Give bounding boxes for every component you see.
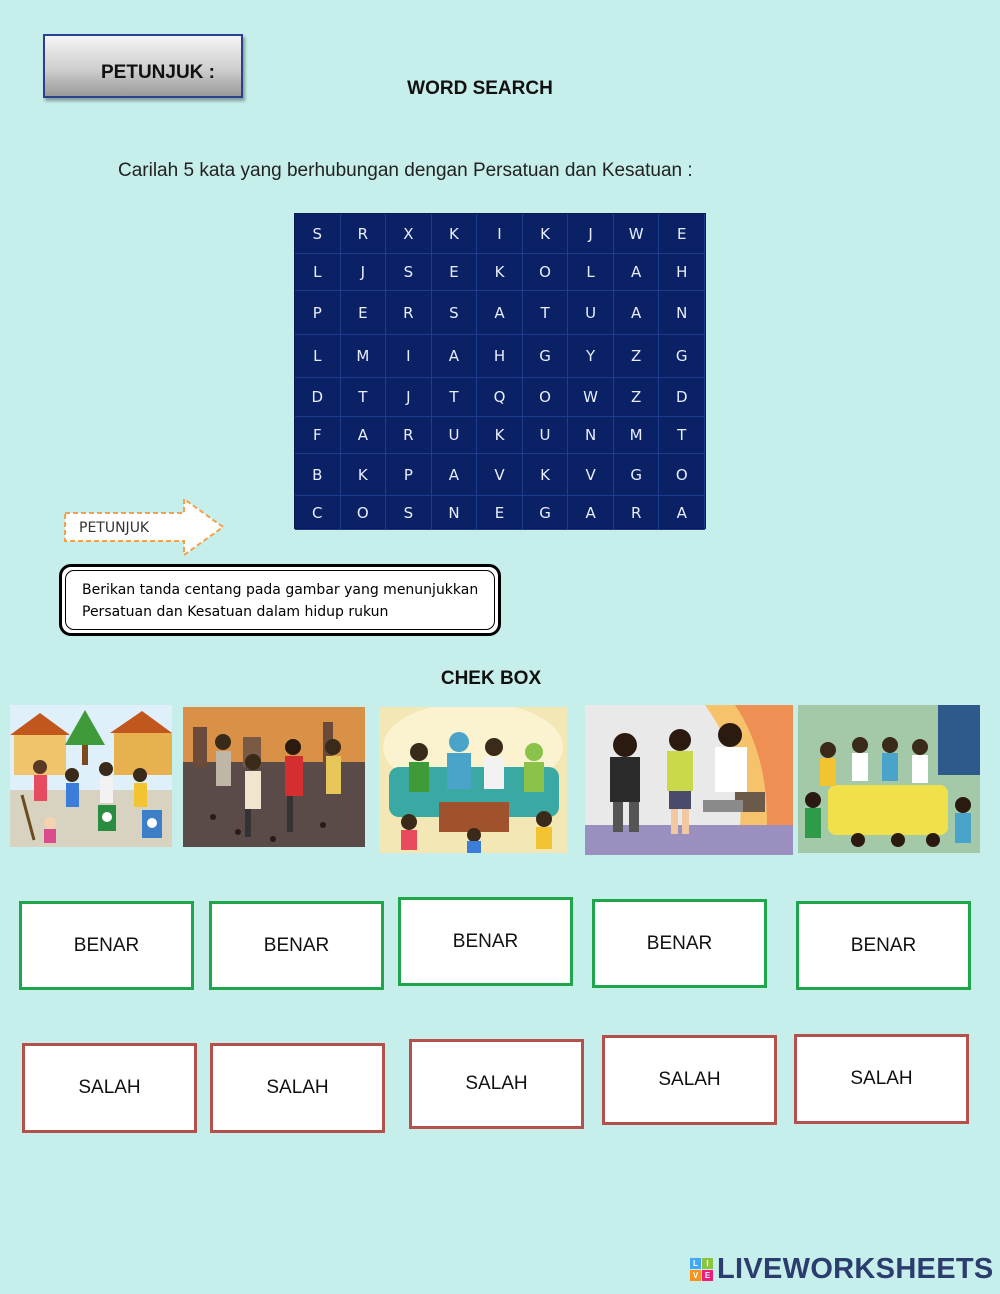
grid-cell[interactable]: A (341, 417, 387, 454)
grid-cell[interactable]: I (386, 335, 432, 378)
word-search-grid (294, 213, 706, 529)
grid-cell[interactable]: E (341, 291, 387, 335)
grid-cell[interactable]: A (568, 496, 614, 530)
grid-cell[interactable]: H (477, 335, 523, 378)
grid-cell[interactable]: K (432, 214, 478, 254)
grid-cell[interactable]: L (295, 335, 341, 378)
grid-cell[interactable]: D (659, 378, 705, 417)
community-cleanup-illustration-icon (10, 705, 172, 847)
instruction-note (59, 564, 501, 636)
grid-cell[interactable]: E (477, 496, 523, 530)
grid-cell[interactable]: A (432, 335, 478, 378)
benar-button-3[interactable]: BENAR (398, 897, 573, 986)
liveworksheets-logo (690, 1252, 994, 1286)
benar-button-5[interactable]: BENAR (796, 901, 971, 990)
grid-cell[interactable]: N (659, 291, 705, 335)
grid-cell[interactable]: V (568, 454, 614, 496)
grid-cell[interactable]: S (432, 291, 478, 335)
grid-cell[interactable]: A (477, 291, 523, 335)
salah-button-4[interactable]: SALAH (602, 1035, 777, 1125)
street-brawl-illustration-icon (183, 707, 365, 847)
grid-cell[interactable]: S (386, 496, 432, 530)
salah-button-2[interactable]: SALAH (210, 1043, 385, 1133)
grid-cell[interactable]: J (386, 378, 432, 417)
instruction-note-line2: Persatuan dan Kesatuan dalam hidup rukun (82, 604, 389, 620)
grid-cell[interactable]: Z (614, 335, 660, 378)
benar-button-1[interactable]: BENAR (19, 901, 194, 990)
grid-cell[interactable]: J (341, 254, 387, 291)
page-title: WORD SEARCH (407, 78, 553, 99)
class-meeting-illustration-icon (798, 705, 980, 853)
grid-cell[interactable]: Z (614, 378, 660, 417)
logo-mark-letter: I (702, 1258, 713, 1269)
grid-cell[interactable]: U (523, 417, 569, 454)
grid-cell[interactable]: H (659, 254, 705, 291)
grid-cell[interactable]: T (523, 291, 569, 335)
grid-cell[interactable]: C (295, 496, 341, 530)
grid-cell[interactable]: G (523, 335, 569, 378)
grid-cell[interactable]: A (659, 496, 705, 530)
grid-cell[interactable]: A (432, 454, 478, 496)
logo-mark-letter: L (690, 1258, 701, 1269)
grid-cell[interactable]: W (568, 378, 614, 417)
grid-cell[interactable]: F (295, 417, 341, 454)
salah-button-1[interactable]: SALAH (22, 1043, 197, 1133)
grid-cell[interactable]: G (659, 335, 705, 378)
grid-cell[interactable]: V (477, 454, 523, 496)
logo-mark-letter: V (690, 1270, 701, 1281)
salah-button-5[interactable]: SALAH (794, 1034, 969, 1124)
grid-cell[interactable]: A (614, 291, 660, 335)
grid-cell[interactable]: N (568, 417, 614, 454)
grid-cell[interactable]: O (341, 496, 387, 530)
grid-cell[interactable]: G (523, 496, 569, 530)
grid-cell[interactable]: S (386, 254, 432, 291)
logo-mark-letter: E (702, 1270, 713, 1281)
grid-cell[interactable]: R (386, 417, 432, 454)
petunjuk-header-label: PETUNJUK : (101, 62, 216, 83)
grid-cell[interactable]: K (523, 454, 569, 496)
grid-cell[interactable]: Q (477, 378, 523, 417)
instruction-note-line1: Berikan tanda centang pada gambar yang menunjukkan (82, 582, 479, 598)
benar-button-2[interactable]: BENAR (209, 901, 384, 990)
grid-cell[interactable]: Y (568, 335, 614, 378)
grid-cell[interactable]: M (614, 417, 660, 454)
instruction-note-text (82, 579, 492, 623)
grid-cell[interactable]: L (568, 254, 614, 291)
liveworksheets-mark-icon (690, 1258, 713, 1281)
grid-cell[interactable]: J (568, 214, 614, 254)
grid-cell[interactable]: B (295, 454, 341, 496)
grid-cell[interactable]: K (523, 214, 569, 254)
grid-cell[interactable]: N (432, 496, 478, 530)
grid-cell[interactable]: P (386, 454, 432, 496)
grid-cell[interactable]: G (614, 454, 660, 496)
grid-cell[interactable]: I (477, 214, 523, 254)
benar-button-4[interactable]: BENAR (592, 899, 767, 988)
grid-cell[interactable]: R (614, 496, 660, 530)
grid-cell[interactable]: E (659, 214, 705, 254)
grid-cell[interactable]: O (523, 378, 569, 417)
grid-cell[interactable]: P (295, 291, 341, 335)
grid-cell[interactable]: L (295, 254, 341, 291)
grid-cell[interactable]: U (432, 417, 478, 454)
petunjuk-arrow-label: PETUNJUK (79, 520, 150, 536)
salah-button-3[interactable]: SALAH (409, 1039, 584, 1129)
grid-cell[interactable]: X (386, 214, 432, 254)
grid-cell[interactable]: T (659, 417, 705, 454)
grid-cell[interactable]: E (432, 254, 478, 291)
grid-cell[interactable]: K (477, 254, 523, 291)
grid-cell[interactable]: A (614, 254, 660, 291)
grid-cell[interactable]: K (341, 454, 387, 496)
grid-cell[interactable]: D (295, 378, 341, 417)
grid-cell[interactable]: R (386, 291, 432, 335)
grid-cell[interactable]: R (341, 214, 387, 254)
grid-cell[interactable]: O (659, 454, 705, 496)
grid-cell[interactable]: K (477, 417, 523, 454)
liveworksheets-logo-text: LIVEWORKSHEETS (717, 1252, 994, 1285)
boys-bullying-illustration-icon (585, 705, 793, 855)
grid-cell[interactable]: O (523, 254, 569, 291)
grid-cell[interactable]: U (568, 291, 614, 335)
grid-cell[interactable]: T (432, 378, 478, 417)
checkbox-section-title: CHEK BOX (440, 668, 542, 689)
word-search-instruction: Carilah 5 kata yang berhubungan dengan Persatuan dan Kesatuan : (118, 160, 693, 181)
grid-cell[interactable]: T (341, 378, 387, 417)
family-gathering-illustration-icon (379, 707, 567, 853)
grid-cell[interactable]: W (614, 214, 660, 254)
grid-cell[interactable]: S (295, 214, 341, 254)
grid-cell[interactable]: M (341, 335, 387, 378)
